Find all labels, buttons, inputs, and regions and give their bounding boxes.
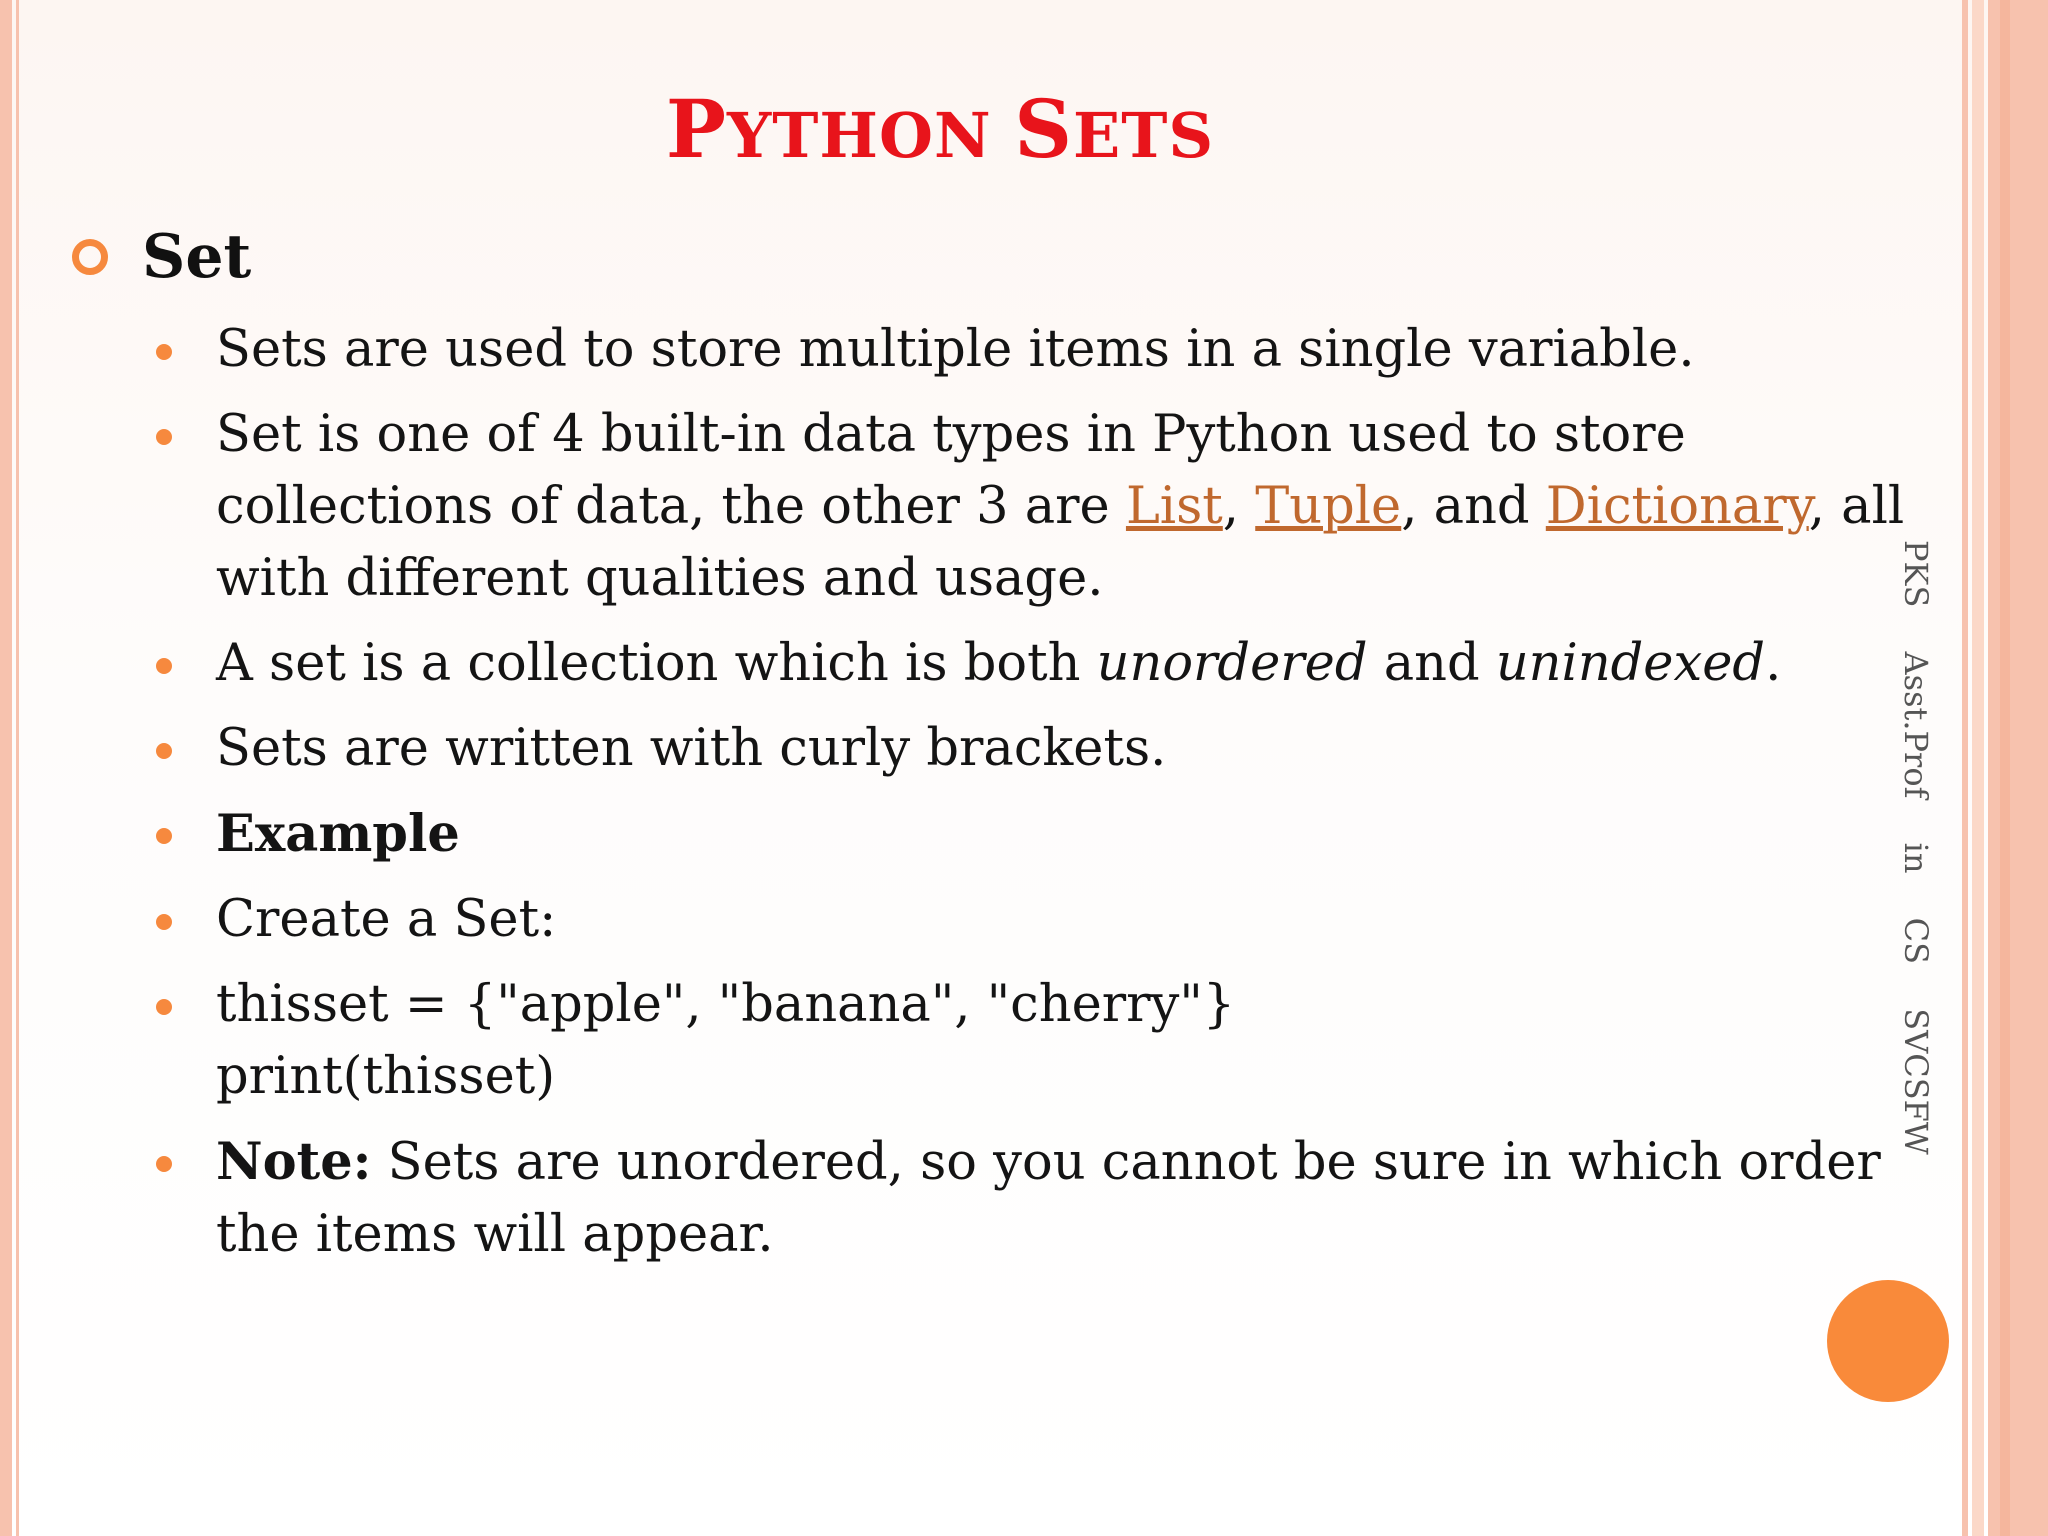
bullet-item: Example <box>156 798 1966 871</box>
link-tuple[interactable]: Tuple <box>1255 477 1402 536</box>
side-credit: PKS Asst.Prof in CS SVCSFW <box>1897 540 1935 1155</box>
link-list[interactable]: List <box>1125 477 1223 536</box>
left-stripe-thin <box>16 0 19 1536</box>
level1-label: Set <box>142 222 252 292</box>
bullet-item: Create a Set: <box>156 884 1966 956</box>
left-stripe <box>0 0 12 1536</box>
bullet-item: Note: Sets are unordered, so you cannot be sure in which order the items will appear. <box>156 1126 1966 1271</box>
link-dictionary[interactable]: Dictionary <box>1545 477 1809 536</box>
dot-bullet-icon <box>156 658 172 674</box>
dot-bullet-icon <box>156 914 172 930</box>
dot-bullet-icon <box>156 743 172 759</box>
bullet-item: Sets are used to store multiple items in a single variable. <box>156 314 1966 386</box>
orange-circle-decoration <box>1827 1280 1949 1402</box>
dot-bullet-icon <box>156 429 172 445</box>
ring-bullet-icon <box>72 239 108 275</box>
bullet-item: Set is one of 4 built-in data types in Python used to store collections of data, the other 3 are List, Tuple, and Dictionary, all with different qualities and usage. <box>156 399 1966 615</box>
dot-bullet-icon <box>156 344 172 360</box>
bullet-list <box>156 314 1966 1284</box>
bullet-item: Sets are written with curly brackets. <box>156 713 1966 785</box>
slide-title: PYTHON SETS <box>665 82 1215 176</box>
right-stripe-light <box>1972 0 1984 1536</box>
dot-bullet-icon <box>156 999 172 1015</box>
level1-bullet <box>72 222 251 292</box>
bullet-item: thisset = {"apple", "banana", "cherry"} print(thisset) <box>156 969 1966 1113</box>
bullet-item: A set is a collection which is both unordered and unindexed. <box>156 628 1966 700</box>
dot-bullet-icon <box>156 828 172 844</box>
right-stripe-dark <box>2000 0 2010 1536</box>
right-stripe-wide <box>1988 0 2048 1536</box>
dot-bullet-icon <box>156 1156 172 1172</box>
